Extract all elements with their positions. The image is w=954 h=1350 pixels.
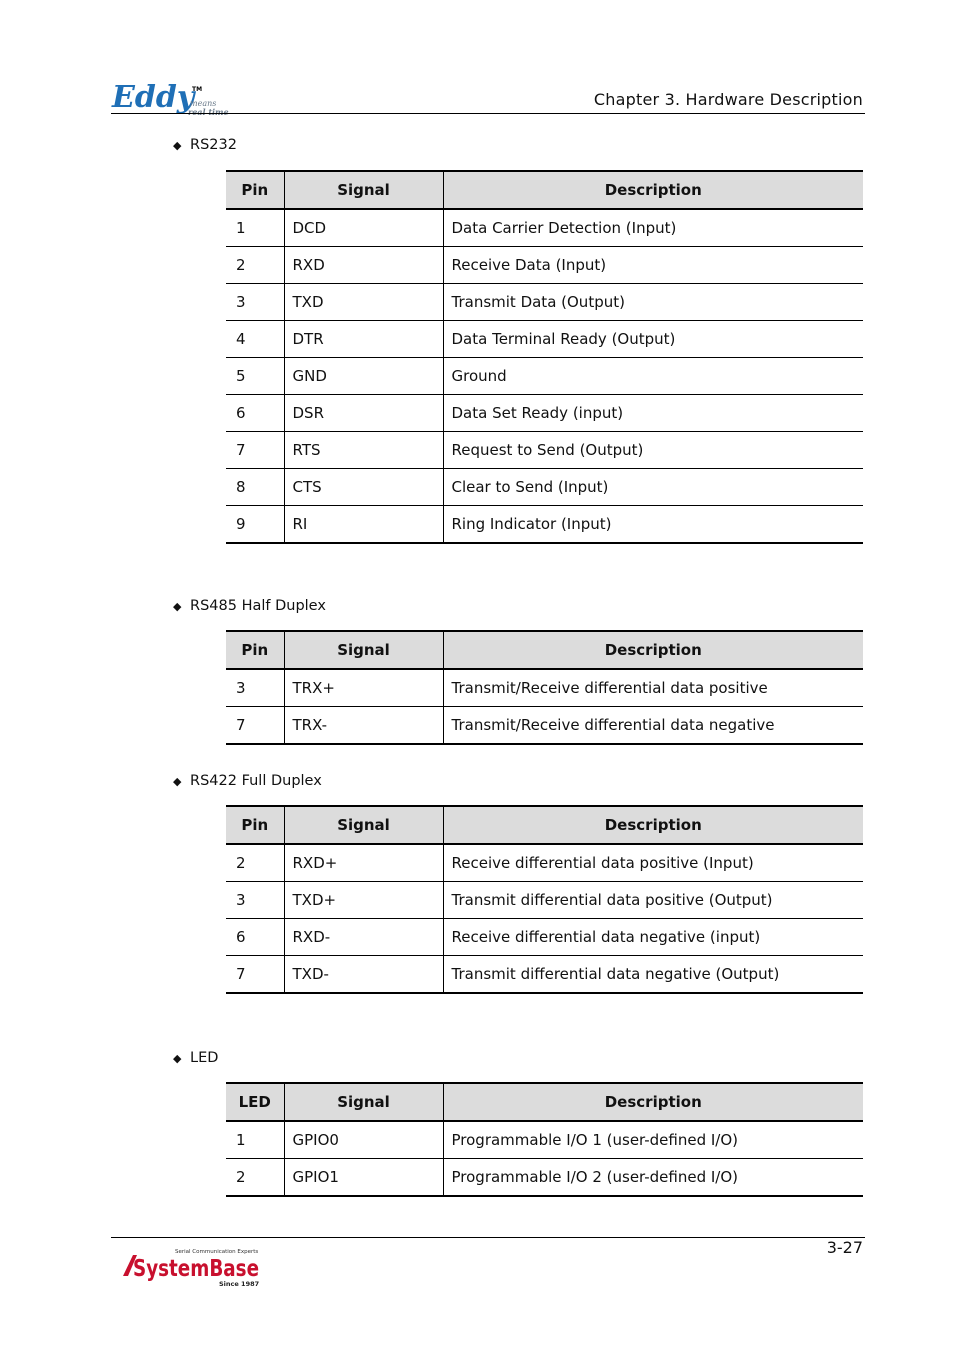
signal-cell: RXD- xyxy=(284,919,443,956)
pin-cell: 2 xyxy=(226,844,284,882)
description-cell: Request to Send (Output) xyxy=(443,432,863,469)
description-cell: Transmit differential data positive (Output) xyxy=(443,882,863,919)
table-header-row xyxy=(226,806,863,844)
signal-cell: DTR xyxy=(284,321,443,358)
description-cell: Transmit differential data negative (Output) xyxy=(443,956,863,994)
table-header-row xyxy=(226,631,863,669)
rs232-pin-table xyxy=(226,170,863,544)
signal-cell: GPIO1 xyxy=(284,1159,443,1197)
table-row xyxy=(226,395,863,432)
table-row xyxy=(226,358,863,395)
description-cell: Clear to Send (Input) xyxy=(443,469,863,506)
diamond-bullet-icon: ◆ xyxy=(173,139,182,152)
description-cell: Transmit/Receive differential data positive xyxy=(443,669,863,707)
pin-cell: 3 xyxy=(226,669,284,707)
signal-cell: TXD+ xyxy=(284,882,443,919)
pin-cell: 9 xyxy=(226,506,284,544)
led-cell: 2 xyxy=(226,1159,284,1197)
description-cell: Programmable I/O 1 (user-defined I/O) xyxy=(443,1121,863,1159)
description-cell: Transmit Data (Output) xyxy=(443,284,863,321)
description-cell: Receive differential data positive (Input) xyxy=(443,844,863,882)
table-row xyxy=(226,1159,863,1197)
led-cell: 1 xyxy=(226,1121,284,1159)
pin-cell: 7 xyxy=(226,432,284,469)
column-header-pin: Pin xyxy=(226,806,284,844)
column-header-description: Description xyxy=(443,631,863,669)
eddy-logo xyxy=(111,80,241,116)
section-title: RS485 Half Duplex xyxy=(190,598,326,614)
section-heading-rs232 xyxy=(173,137,237,153)
rs485-pin-table xyxy=(226,630,863,745)
table-row xyxy=(226,1121,863,1159)
description-cell: Data Set Ready (input) xyxy=(443,395,863,432)
signal-cell: DSR xyxy=(284,395,443,432)
description-cell: Ground xyxy=(443,358,863,395)
signal-cell: RI xyxy=(284,506,443,544)
table-row xyxy=(226,919,863,956)
pin-cell: 3 xyxy=(226,882,284,919)
table-row xyxy=(226,432,863,469)
signal-cell: TRX+ xyxy=(284,669,443,707)
section-title: LED xyxy=(190,1050,219,1066)
table-row xyxy=(226,321,863,358)
description-cell: Data Terminal Ready (Output) xyxy=(443,321,863,358)
table-header-row xyxy=(226,171,863,209)
description-cell: Data Carrier Detection (Input) xyxy=(443,209,863,247)
column-header-led: LED xyxy=(226,1083,284,1121)
pin-cell: 6 xyxy=(226,395,284,432)
column-header-pin: Pin xyxy=(226,631,284,669)
signal-cell: TXD xyxy=(284,284,443,321)
description-cell: Ring Indicator (Input) xyxy=(443,506,863,544)
signal-cell: RTS xyxy=(284,432,443,469)
footer-divider xyxy=(111,1237,865,1238)
pin-cell: 6 xyxy=(226,919,284,956)
section-heading-rs485 xyxy=(173,598,326,614)
description-cell: Receive Data (Input) xyxy=(443,247,863,284)
chapter-title: Chapter 3. Hardware Description xyxy=(593,90,863,109)
pin-cell: 2 xyxy=(226,247,284,284)
svg-text:TM: TM xyxy=(192,86,203,93)
pin-cell: 1 xyxy=(226,209,284,247)
column-header-description: Description xyxy=(443,171,863,209)
table-row xyxy=(226,956,863,994)
svg-text:real time: real time xyxy=(188,107,229,117)
systembase-logo xyxy=(121,1245,263,1287)
table-row xyxy=(226,669,863,707)
page-number: 3-27 xyxy=(826,1238,863,1257)
description-cell: Receive differential data negative (input) xyxy=(443,919,863,956)
signal-cell: DCD xyxy=(284,209,443,247)
header-divider xyxy=(111,113,865,114)
pin-cell: 7 xyxy=(226,707,284,745)
rs422-pin-table xyxy=(226,805,863,994)
signal-cell: GND xyxy=(284,358,443,395)
column-header-pin: Pin xyxy=(226,171,284,209)
svg-text:Since 1987: Since 1987 xyxy=(219,1280,260,1288)
table-row xyxy=(226,209,863,247)
section-title: RS232 xyxy=(190,137,237,153)
table-row xyxy=(226,882,863,919)
signal-cell: RXD xyxy=(284,247,443,284)
pin-cell: 7 xyxy=(226,956,284,994)
signal-cell: RXD+ xyxy=(284,844,443,882)
section-heading-led xyxy=(173,1050,218,1066)
pin-cell: 4 xyxy=(226,321,284,358)
column-header-description: Description xyxy=(443,1083,863,1121)
column-header-description: Description xyxy=(443,806,863,844)
diamond-bullet-icon: ◆ xyxy=(173,1052,182,1065)
table-row xyxy=(226,506,863,544)
table-row xyxy=(226,844,863,882)
svg-text:Eddy: Eddy xyxy=(112,80,195,115)
table-row xyxy=(226,247,863,284)
column-header-signal: Signal xyxy=(284,631,443,669)
diamond-bullet-icon: ◆ xyxy=(173,775,182,788)
svg-text:Serial Communication Experts: Serial Communication Experts xyxy=(175,1249,259,1255)
description-cell: Programmable I/O 2 (user-defined I/O) xyxy=(443,1159,863,1197)
pin-cell: 8 xyxy=(226,469,284,506)
table-row xyxy=(226,469,863,506)
signal-cell: TRX- xyxy=(284,707,443,745)
table-header-row xyxy=(226,1083,863,1121)
signal-cell: GPIO0 xyxy=(284,1121,443,1159)
table-row xyxy=(226,284,863,321)
section-heading-rs422 xyxy=(173,773,322,789)
table-row xyxy=(226,707,863,745)
column-header-signal: Signal xyxy=(284,806,443,844)
diamond-bullet-icon: ◆ xyxy=(173,600,182,613)
signal-cell: CTS xyxy=(284,469,443,506)
signal-cell: TXD- xyxy=(284,956,443,994)
svg-text:SystemBase: SystemBase xyxy=(133,1256,259,1282)
pin-cell: 5 xyxy=(226,358,284,395)
svg-text:means: means xyxy=(190,99,217,108)
column-header-signal: Signal xyxy=(284,1083,443,1121)
section-title: RS422 Full Duplex xyxy=(190,773,322,789)
column-header-signal: Signal xyxy=(284,171,443,209)
description-cell: Transmit/Receive differential data negative xyxy=(443,707,863,745)
led-table xyxy=(226,1082,863,1197)
pin-cell: 3 xyxy=(226,284,284,321)
